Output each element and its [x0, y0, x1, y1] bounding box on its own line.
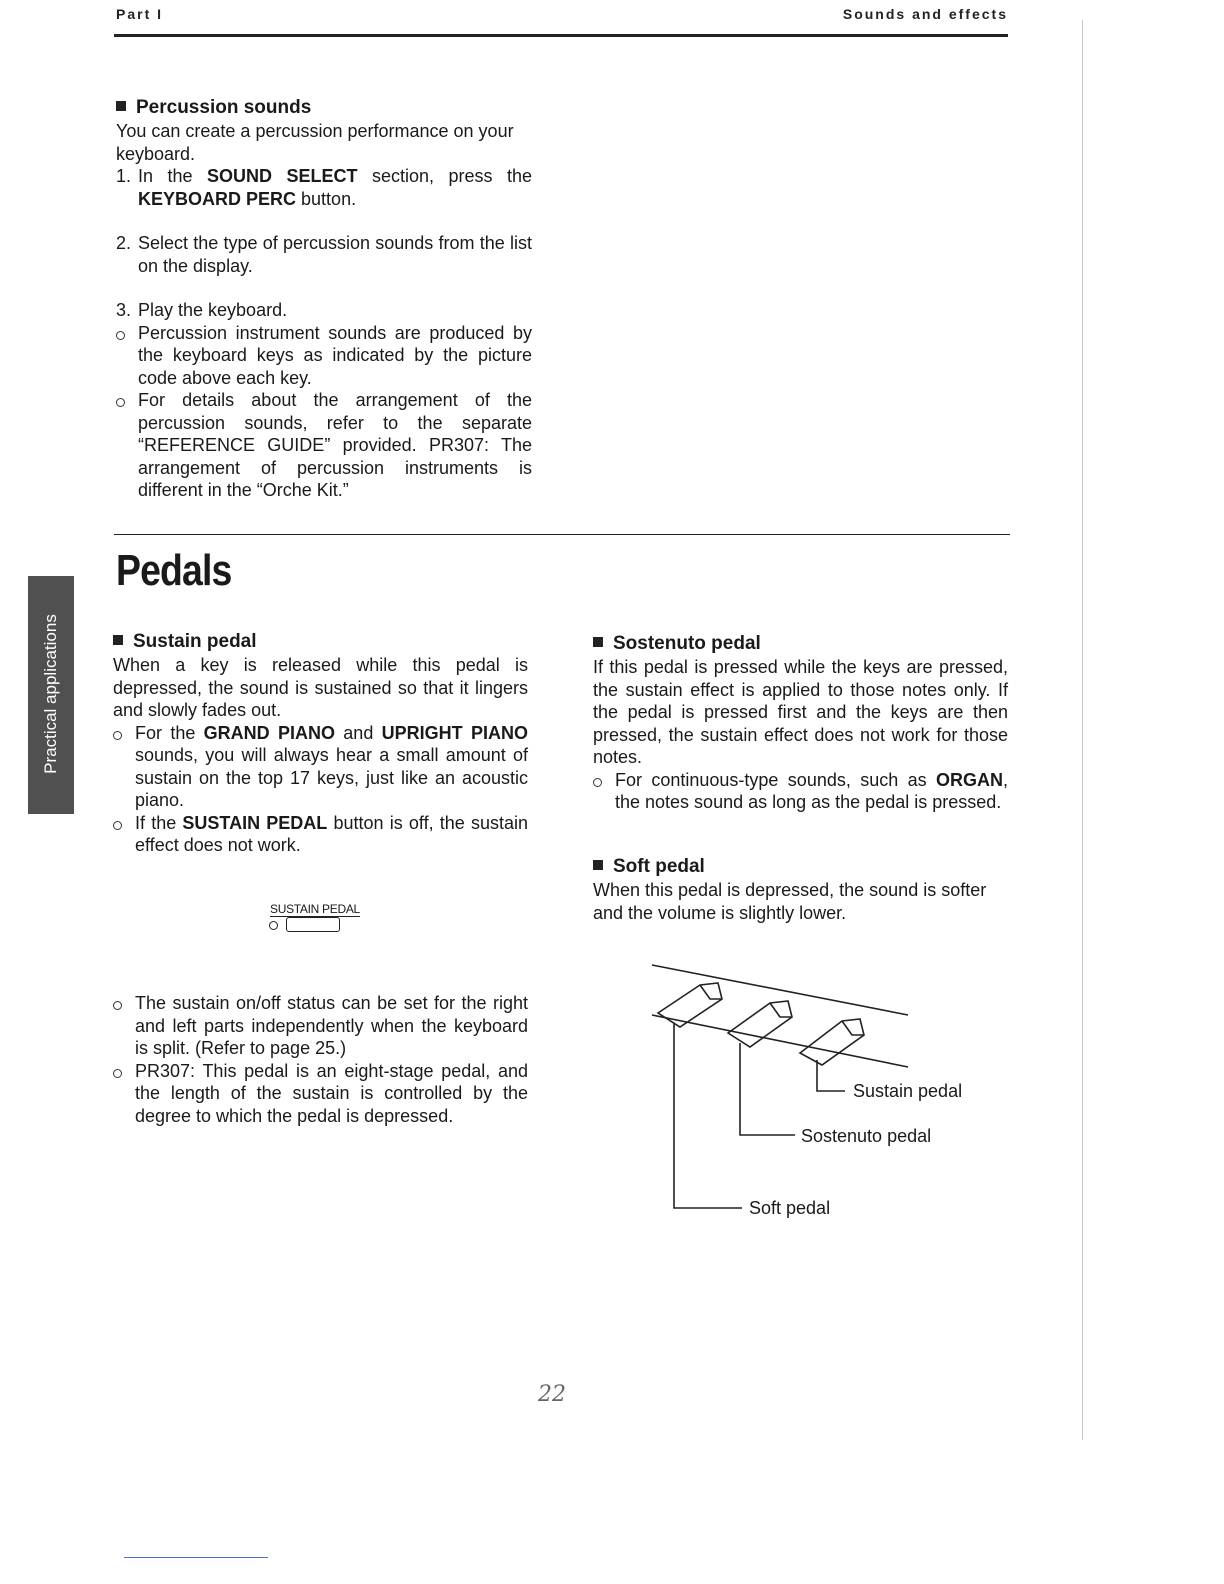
percussion-step-2: 2. Select the type of percussion sounds from the list on the display.	[116, 233, 532, 276]
sostenuto-intro: If this pedal is pressed while the keys are pressed, the sustain effect is applied to those notes only. If the pedal is pressed first and the keys are then pressed, the sustain effect does not work for those notes.	[593, 657, 1008, 767]
section-divider	[114, 534, 1010, 535]
bullet-icon	[113, 821, 122, 830]
side-tab	[28, 576, 74, 814]
leader-lines	[674, 1023, 845, 1208]
percussion-heading: Percussion sounds	[116, 96, 532, 120]
sostenuto-pedal-shape	[728, 1001, 792, 1047]
page-title: Pedals	[116, 546, 232, 595]
label-soft-pedal: Soft pedal	[749, 1198, 831, 1218]
percussion-bullet-1: Percussion instrument sounds are produced by the keyboard keys as indicated by the picture code above each key.	[116, 322, 532, 390]
percussion-step-3: 3. Play the keyboard.	[116, 300, 288, 320]
percussion-step-1: 1. In the SOUND SELECT section, press the KEYBOARD PERC button.	[116, 166, 533, 209]
sustain-section	[113, 630, 528, 857]
sustain-bullet-1: For the GRAND PIANO and UPRIGHT PIANO sounds, you will always hear a small amount of sustain on the top 17 keys, just like an acoustic piano.	[113, 722, 528, 812]
page-number: 22	[538, 1382, 566, 1407]
bullet-icon	[113, 1069, 122, 1078]
bullet-icon	[113, 731, 122, 740]
bullet-icon	[116, 398, 125, 407]
bullet-icon	[113, 1001, 122, 1010]
bullet-icon	[116, 331, 125, 340]
sustain-button-label: SUSTAIN PEDAL	[270, 902, 360, 916]
square-bullet-icon	[593, 860, 603, 870]
header-right: Sounds and effects	[842, 6, 1008, 22]
percussion-bullet-2: For details about the arrangement of the percussion sounds, refer to the separate “REFERENCE GUIDE” provided. PR307: The arrangement of percussion instruments is different in the “Orche Kit.”	[116, 389, 532, 502]
sostenuto-bullet-1: For continuous-type sounds, such as ORGAN, the notes sound as long as the pedal is pressed.	[593, 769, 1008, 814]
sustain-bullet-3: The sustain on/off status can be set for the right and left parts independently when the keyboard is split. (Refer to page 25.)	[113, 992, 528, 1060]
header-rule	[114, 34, 1008, 37]
sustain-bullet-4: PR307: This pedal is an eight-stage pedal, and the length of the sustain is controlled by the degree to which the pedal is depressed.	[113, 1060, 528, 1128]
scan-artifact	[124, 1557, 268, 1558]
soft-intro: When this pedal is depressed, the sound is softer and the volume is slightly lower.	[593, 880, 987, 923]
sostenuto-heading: Sostenuto pedal	[593, 632, 1008, 656]
soft-section	[593, 855, 1008, 924]
square-bullet-icon	[116, 101, 126, 111]
percussion-intro: You can create a percussion performance on your keyboard.	[116, 121, 514, 164]
scan-edge	[1082, 20, 1083, 1440]
sustain-pedal-shape	[800, 1019, 864, 1065]
indicator-led-icon	[269, 921, 278, 930]
sustain-pedal-button[interactable]	[286, 917, 340, 932]
label-sostenuto-pedal: Sostenuto pedal	[801, 1126, 932, 1146]
sustain-notes	[113, 992, 528, 1127]
square-bullet-icon	[593, 637, 603, 647]
sustain-heading: Sustain pedal	[113, 630, 528, 654]
side-tab-label: Practical applications	[41, 614, 60, 774]
soft-pedal-shape	[658, 983, 722, 1027]
header-left: Part I	[116, 6, 164, 22]
label-sustain-pedal: Sustain pedal	[853, 1081, 963, 1101]
sustain-bullet-2: If the SUSTAIN PEDAL button is off, the sustain effect does not work.	[113, 812, 528, 857]
square-bullet-icon	[113, 635, 123, 645]
sustain-intro: When a key is released while this pedal is depressed, the sound is sustained so that it lingers and slowly fades out.	[113, 655, 528, 720]
soft-heading: Soft pedal	[593, 855, 1008, 879]
percussion-section	[116, 96, 532, 502]
bullet-icon	[593, 778, 602, 787]
sostenuto-section	[593, 632, 1008, 814]
